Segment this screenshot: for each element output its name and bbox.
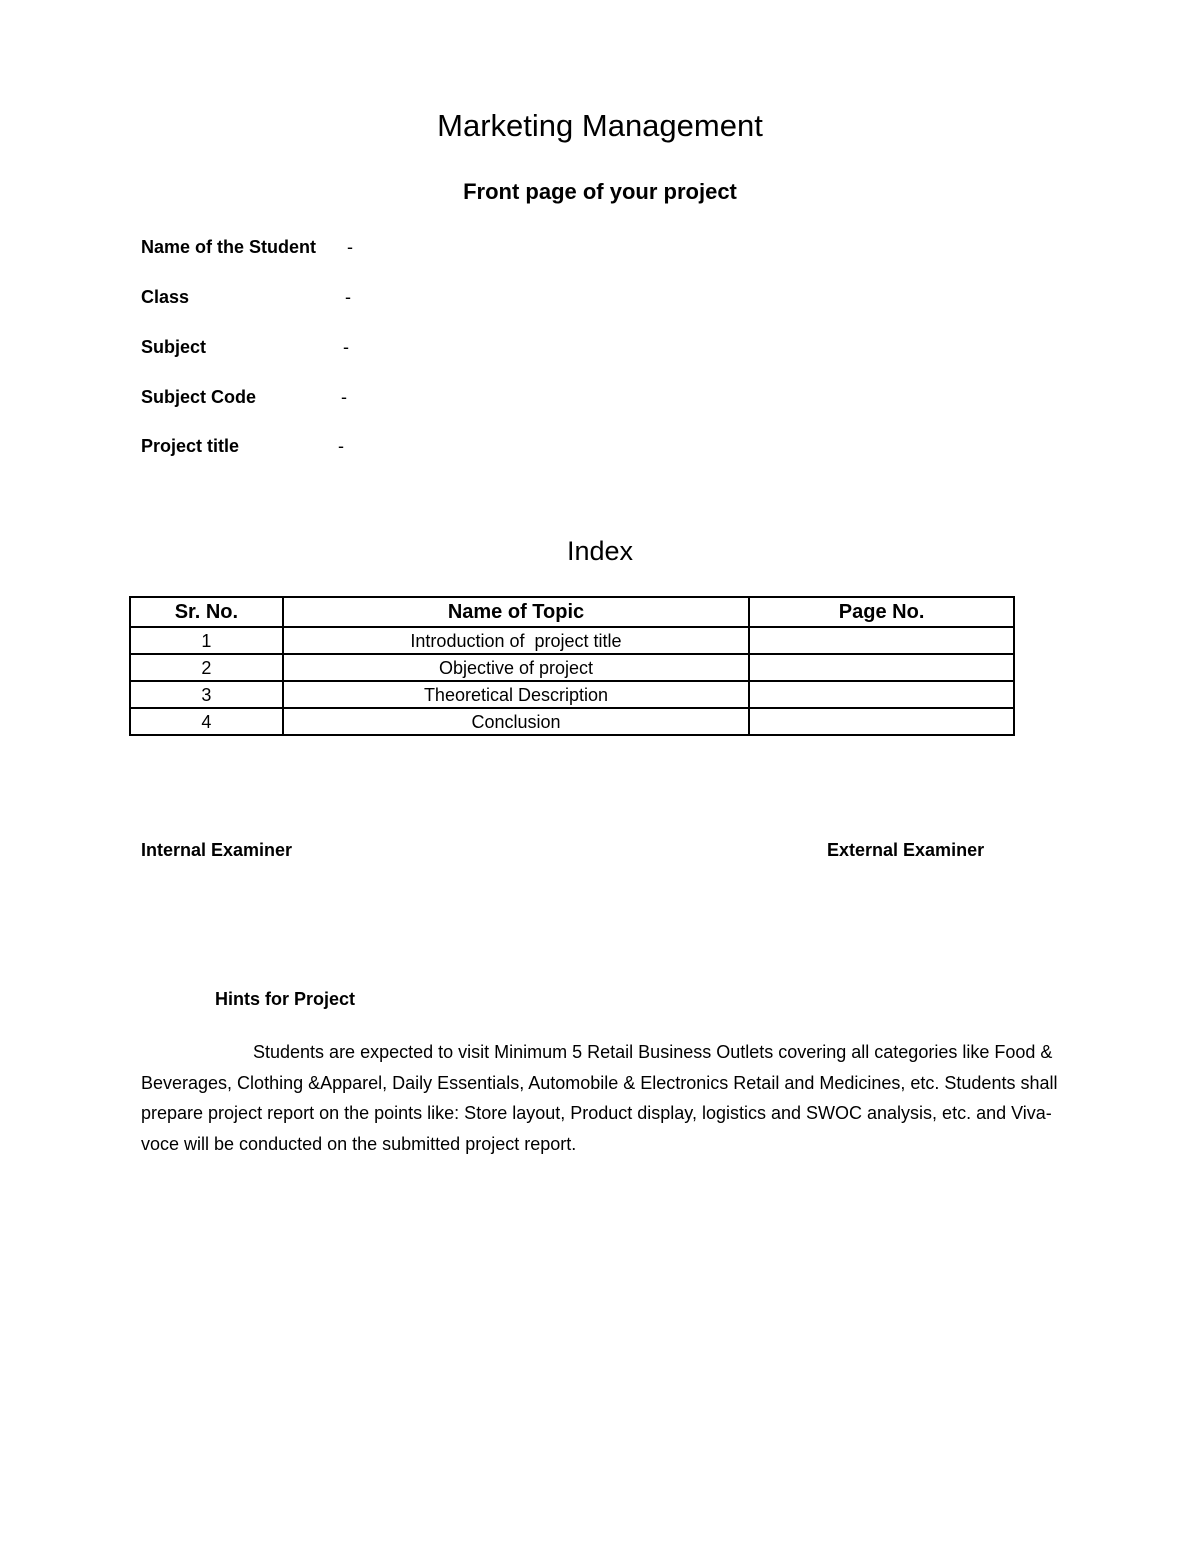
index-table <box>129 596 1015 736</box>
cell-page-no <box>749 627 1014 654</box>
column-header-page-no: Page No. <box>749 597 1014 627</box>
index-heading: Index <box>566 536 634 566</box>
field-label: Project title <box>141 436 240 456</box>
field-subject-code <box>141 387 347 408</box>
field-separator: - <box>347 237 353 257</box>
field-student-name <box>141 237 353 258</box>
cell-page-no <box>749 681 1014 708</box>
cell-topic: Introduction of project title <box>283 627 749 654</box>
column-header-sr-no: Sr. No. <box>130 597 283 627</box>
external-examiner-label: External Examiner <box>827 840 985 860</box>
cell-sr-no: 4 <box>130 708 283 735</box>
field-project-title <box>141 436 344 457</box>
field-label: Class <box>141 287 190 307</box>
field-separator: - <box>338 436 344 456</box>
field-label: Subject Code <box>141 387 257 407</box>
field-class <box>141 287 351 308</box>
table-header-row <box>130 597 1014 627</box>
cell-topic: Theoretical Description <box>283 681 749 708</box>
hints-body: Students are expected to visit Minimum 5 Retail Business Outlets covering all categories like Food & Beverages, Clothing &Apparel, Daily Essentials, Automobile & Electronics Retail and Medicines, etc. Students shall prepare project report on the points like: Store layout, Product display, logistics and SWOC analysis, etc. and Viva-voce will be conducted on the submitted project report. <box>141 1042 1058 1154</box>
field-separator: - <box>345 287 351 307</box>
document-subtitle: Front page of your project <box>463 179 737 204</box>
cell-page-no <box>749 654 1014 681</box>
hints-title: Hints for Project <box>215 989 356 1009</box>
field-label: Subject <box>141 337 207 357</box>
field-separator: - <box>341 387 347 407</box>
column-header-topic: Name of Topic <box>283 597 749 627</box>
cell-topic: Conclusion <box>283 708 749 735</box>
table-row <box>130 708 1014 735</box>
table-row <box>130 627 1014 654</box>
table-row <box>130 654 1014 681</box>
table-row <box>130 681 1014 708</box>
cell-sr-no: 1 <box>130 627 283 654</box>
internal-examiner-label: Internal Examiner <box>141 840 293 860</box>
field-subject <box>141 337 349 358</box>
cell-sr-no: 3 <box>130 681 283 708</box>
cell-page-no <box>749 708 1014 735</box>
field-separator: - <box>343 337 349 357</box>
document-title: Marketing Management <box>437 108 763 143</box>
field-label: Name of the Student <box>141 237 317 257</box>
cell-topic: Objective of project <box>283 654 749 681</box>
cell-sr-no: 2 <box>130 654 283 681</box>
